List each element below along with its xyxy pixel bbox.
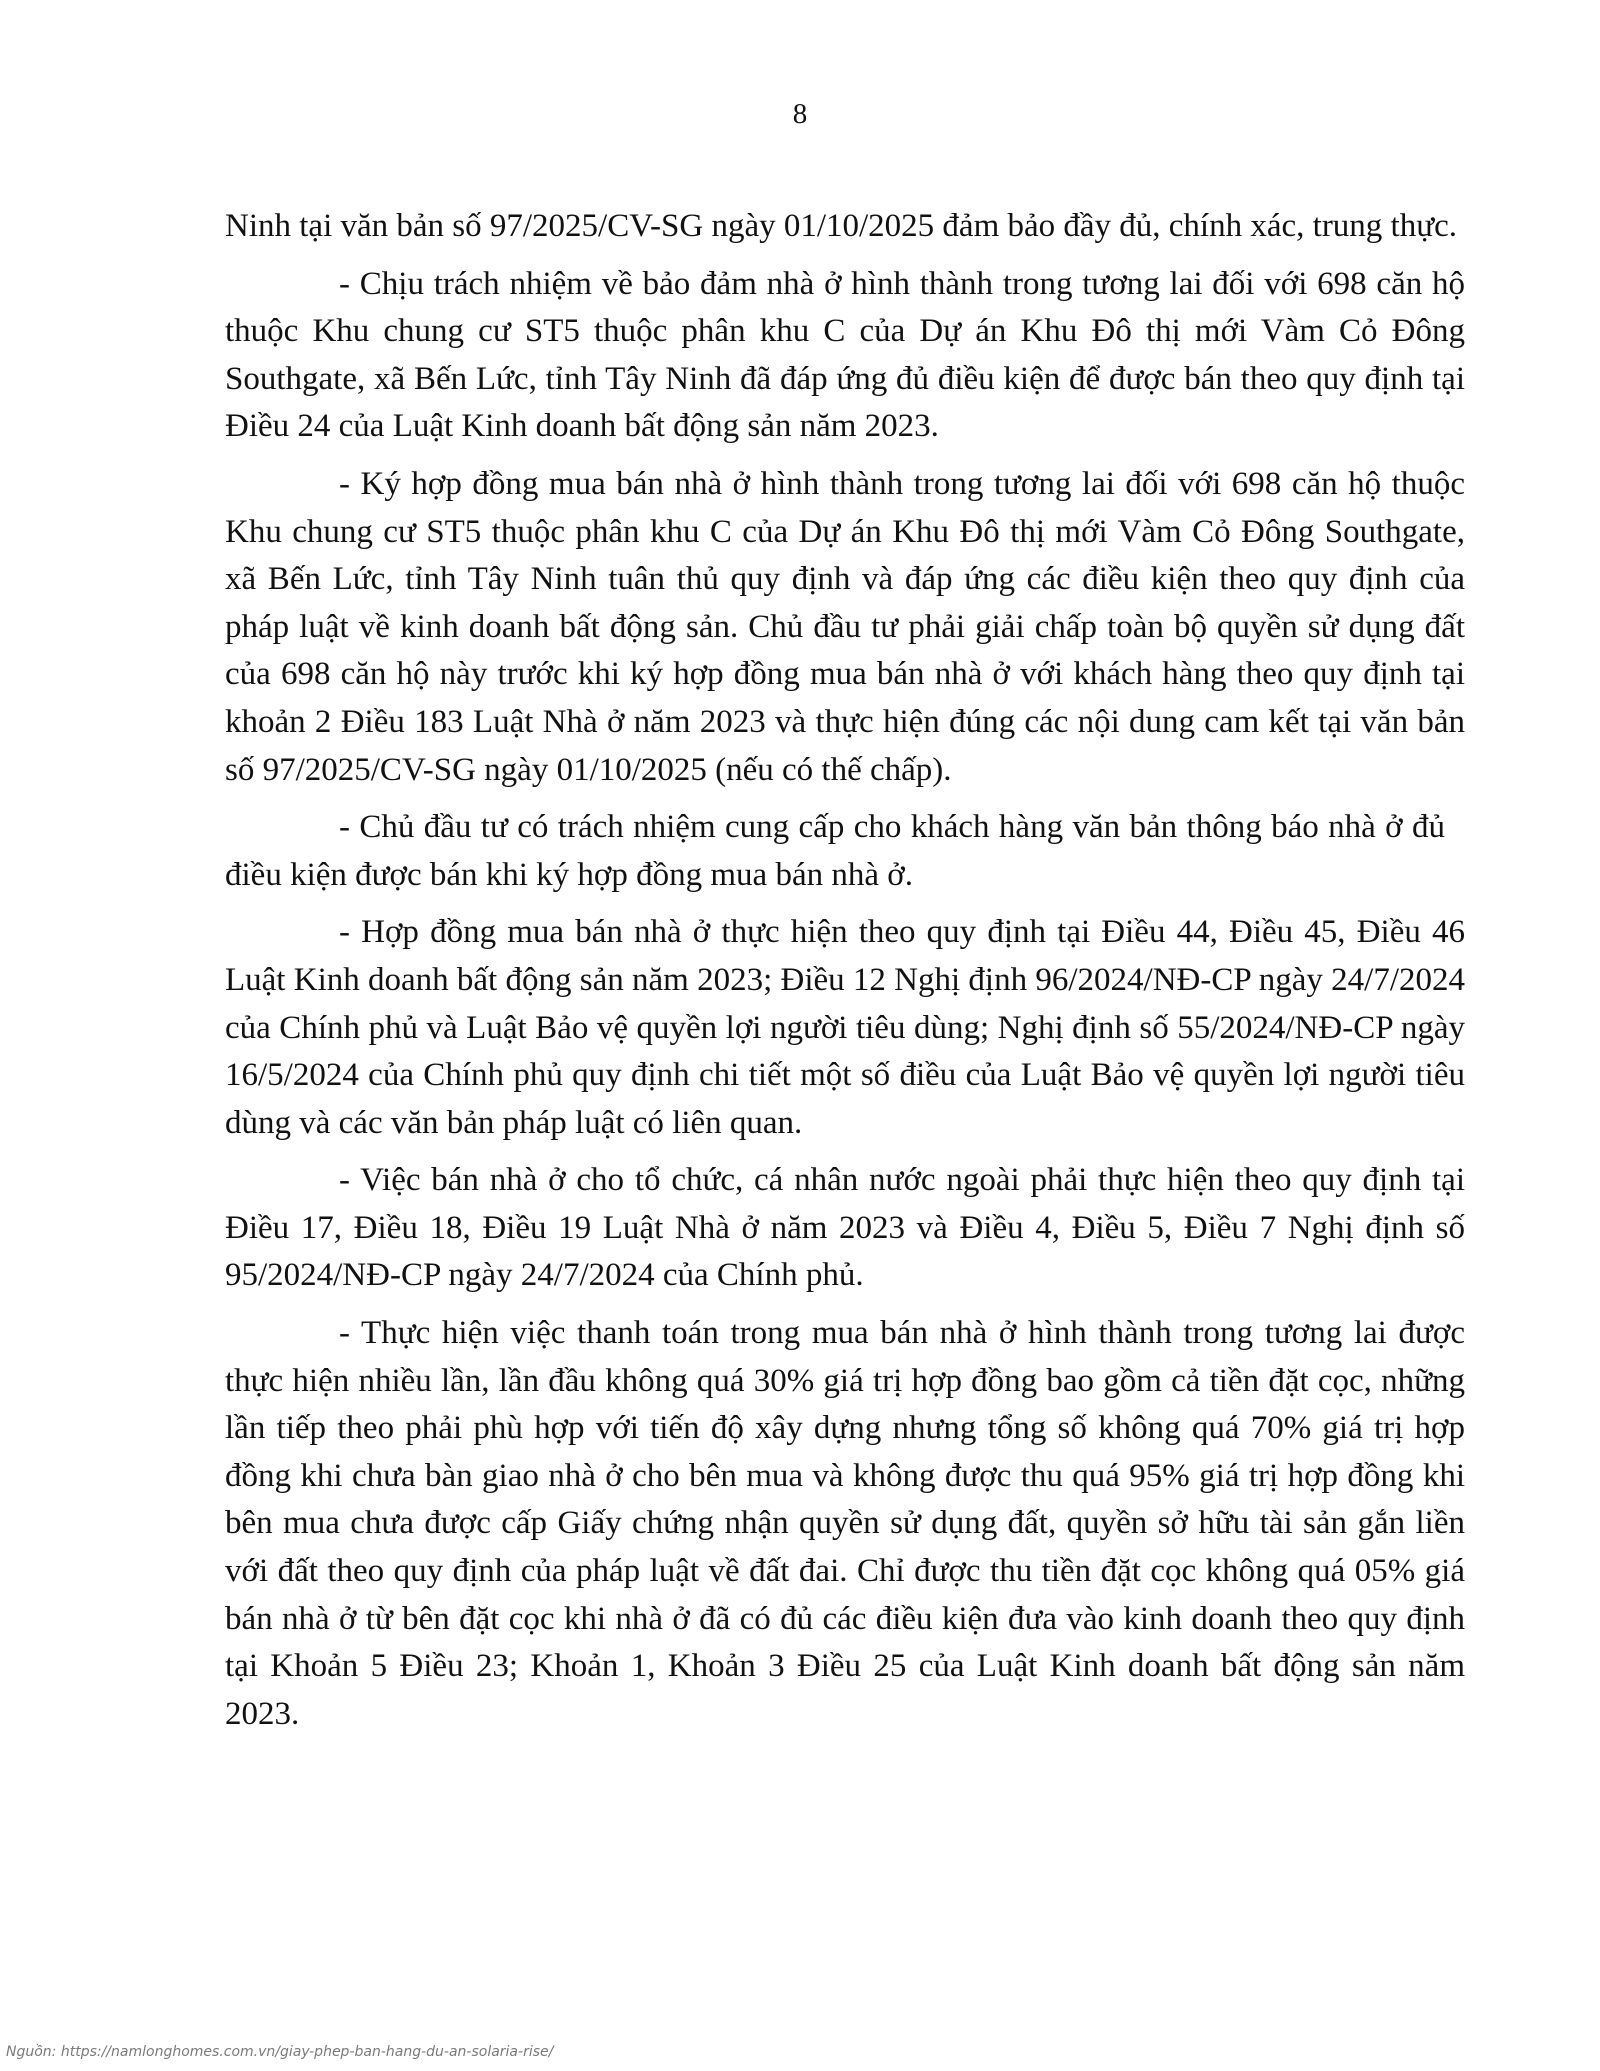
paragraph-foreign-buyers: - Việc bán nhà ở cho tổ chức, cá nhân nước ngoài phải thực hiện theo quy định tại Điều 17, Điều 18, Điều 19 Luật Nhà ở năm 2023 và Điều 4, Điều 5, Điều 7 Nghị định số 95/2024/NĐ-CP ngày 24/7/2024 của Chính phủ. [225,1162,1465,1294]
document-body [225,203,1465,1748]
paragraph-sale-contract: - Ký hợp đồng mua bán nhà ở hình thành trong tương lai đối với 698 căn hộ thuộc Khu chung cư ST5 thuộc phân khu C của Dự án Khu Đô thị mới Vàm Cỏ Đông Southgate, xã Bến Lức, tỉnh Tây Ninh tuân thủ quy định và đáp ứng các điều kiện theo quy định của pháp luật về kinh doanh bất động sản. Chủ đầu tư phải giải chấp toàn bộ quyền sử dụng đất của 698 căn hộ này trước khi ký hợp đồng mua bán nhà ở với khách hàng theo quy định tại khoản 2 Điều 183 Luật Nhà ở năm 2023 và thực hiện đúng các nội dung cam kết tại văn bản số 97/2025/CV-SG ngày 01/10/2025 (nếu có thế chấp). [225,465,1465,788]
paragraph-contract-regulation: - Hợp đồng mua bán nhà ở thực hiện theo quy định tại Điều 44, Điều 45, Điều 46 Luật Kinh doanh bất động sản năm 2023; Điều 12 Nghị định 96/2024/NĐ-CP ngày 24/7/2024 của Chính phủ và Luật Bảo vệ quyền lợi người tiêu dùng; Nghị định số 55/2024/NĐ-CP ngày 16/5/2024 của Chính phủ quy định chi tiết một số điều của Luật Bảo vệ quyền lợi người tiêu dùng và các văn bản pháp luật có liên quan. [225,914,1465,1141]
paragraph-payment-terms: - Thực hiện việc thanh toán trong mua bán nhà ở hình thành trong tương lai được thực hiện nhiều lần, lần đầu không quá 30% giá trị hợp đồng bao gồm cả tiền đặt cọc, những lần tiếp theo phải phù hợp với tiến độ xây dựng nhưng tổng số không quá 70% giá trị hợp đồng khi chưa bàn giao nhà ở cho bên mua và không được thu quá 95% giá trị hợp đồng khi bên mua chưa được cấp Giấy chứng nhận quyền sử dụng đất, quyền sở hữu tài sản gắn liền với đất theo quy định của pháp luật về đất đai. Chỉ được thu tiền đặt cọc không quá 05% giá bán nhà ở từ bên đặt cọc khi nhà ở đã có đủ các điều kiện đưa vào kinh doanh theo quy định tại Khoản 5 Điều 23; Khoản 1, Khoản 3 Điều 25 của Luật Kinh doanh bất động sản năm 2023. [225,1315,1465,1732]
paragraph-notice-obligation: - Chủ đầu tư có trách nhiệm cung cấp cho khách hàng văn bản thông báo nhà ở đủ điều kiện được bán khi ký hợp đồng mua bán nhà ở. [225,809,1445,893]
paragraph-responsibility: - Chịu trách nhiệm về bảo đảm nhà ở hình thành trong tương lai đối với 698 căn hộ thuộc Khu chung cư ST5 thuộc phân khu C của Dự án Khu Đô thị mới Vàm Cỏ Đông Southgate, xã Bến Lức, tỉnh Tây Ninh đã đáp ứng đủ điều kiện để được bán theo quy định tại Điều 24 của Luật Kinh doanh bất động sản năm 2023. [225,265,1465,445]
page-number: 8 [792,98,808,130]
source-note: Nguồn: https://namlonghomes.com.vn/giay-phep-ban-hang-du-an-solaria-rise/ [6,2044,554,2060]
paragraph-continuation: Ninh tại văn bản số 97/2025/CV-SG ngày 01/10/2025 đảm bảo đầy đủ, chính xác, trung thực. [225,208,1458,244]
